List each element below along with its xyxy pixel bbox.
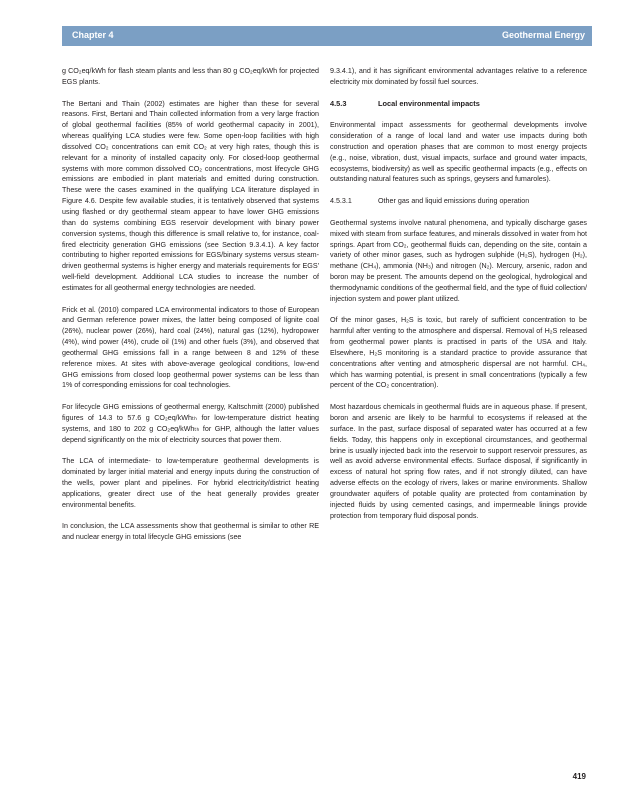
paragraph: The Bertani and Thain (2002) estimates are higher than these for several reasons. First, Bertani and Thain collected information from a very large fraction of global geothermal facilities (85% of world geothermal capacity in 2001), whereas qualifying LCA studies were few. Some open-loop facilities with high dissolved CO₂ concentrations can emit CO₂ at very high rates, though this is relevant for a minority of installed capacity only. For closed-loop geothermal systems with more common dissolved CO₂ concentrations, most lifecycle GHG emissions are embodied in plant materials and emitted during construction. These were the cases examined in the qualifying LCA literature displayed in Figure 4.6. Despite few available studies, it is tentatively observed that systems using flashed or dry geothermal steam appear to have lower GHG emissions than do systems combining EGS reservoir development with binary power conversion systems, though this difference is small relative to, for instance, coal-fired electricity generation GHG emissions (see Section 9.3.4.1). A key factor contributing to higher reported emissions for EGS/binary systems versus steam-driven geothermal systems is higher energy and materials requirements for EGS' well-field development. Additional LCA studies to increase the number of estimates for all geothermal energy technologies are needed. — [62, 99, 319, 292]
left-column — [62, 66, 319, 554]
right-column — [330, 66, 587, 532]
paragraph: For lifecycle GHG emissions of geothermal energy, Kaltschmitt (2000) published figures of 14.3 to 57.6 g CO₂eq/kWhₜₕ for low-temperature district heating systems, and 180 to 202 g CO₂eq/kWhₜₕ for GHP, although the latter values depend significantly on the mix of electricity sources that power them. — [62, 403, 319, 444]
section-heading — [330, 99, 587, 110]
paragraph: Most hazardous chemicals in geothermal fluids are in aqueous phase. If present, boron and arsenic are likely to be harmful to ecosystems if released at the surface. In the past, surface disposal of separated water has occurred at a few fields. Today, this happens only in exceptional circumstances, and geothermal brine is usually injected back into the reservoir to support reservoir pressures, as well as avoid adverse environmental effects. Surface disposal, if significantly in excess of natural hot spring flow rates, and if not strongly diluted, can have adverse effects on the ecology of rivers, lakes or marine environments. Shallow groundwater aquifers of potable quality are protected from contamination by injected fluids by using cemented casings, and impermeable linings provide protection from temporary fluid disposal ponds. — [330, 403, 587, 520]
section-title: Local environmental impacts — [378, 98, 480, 108]
paragraph: In conclusion, the LCA assessments show that geothermal is similar to other RE and nuclear energy in total lifecycle GHG emissions (see — [62, 522, 319, 542]
page-number: 419 — [572, 772, 586, 781]
paragraph: g CO₂eq/kWh for flash steam plants and less than 80 g CO₂eq/kWh for projected EGS plants. — [62, 67, 319, 86]
chapter-label: Chapter 4 — [72, 30, 114, 40]
section-number: 4.5.3 — [330, 98, 347, 108]
paragraph: Environmental impact assessments for geothermal developments involve consideration of a range of local land and water use impacts during both construction and operation phases that are common to most energy projects (e.g., noise, vibration, dust, visual impacts, surface and ground water impacts, ecosystems, biodiversity) as well as specific geothermal impacts (e.g., effects on outstanding natural features such as springs, geysers and fumaroles). — [330, 121, 587, 184]
running-title: Geothermal Energy — [501, 30, 585, 40]
subsection-number: 4.5.3.1 — [330, 197, 352, 206]
subsection-heading — [330, 196, 587, 207]
paragraph: Of the minor gases, H₂S is toxic, but rarely of sufficient concentration to be harmful after venting to the atmosphere and dispersal. Removal of H₂S released from geothermal power plants is practised in parts of the USA and Italy. Elsewhere, H₂S monitoring is a standard practice to provide assurance that concentrations after venting and atmospheric dispersal are not harmful. CH₄, which has warming potential, is present in small concentrations (typically a few percent of the CO₂ concentration). — [330, 316, 587, 390]
paragraph: The LCA of intermediate- to low-temperature geothermal developments is dominated by larger initial material and energy inputs during the construction of the wells, power plant and pipelines. For hybrid electricity/district heating applications, greater direct use of the heat generally provides greater environmental benefits. — [62, 457, 319, 509]
paragraph: Geothermal systems involve natural phenomena, and typically discharge gases mixed with steam from surface features, and minerals dissolved in water from hot springs. Apart from CO₂, geothermal fluids can, depending on the site, contain a variety of other minor gases, such as hydrogen sulphide (H₂S), hydrogen (H₂), methane (CH₄), ammonia (NH₃) and nitrogen (N₂). Mercury, arsenic, radon and boron may be present. The amounts depend on the geological, hydrological and thermodynamic conditions of the geothermal field, and the type of fluid collection/ injection system and power plant utilized. — [330, 218, 587, 303]
subsection-title: Other gas and liquid emissions during operation — [378, 197, 530, 206]
paragraph: Frick et al. (2010) compared LCA environmental indicators to those of European and German reference power mixes, the latter being composed of lignite coal (26%), nuclear power (26%), hard coal (24%), natural gas (12%), hydropower (4%), wind power (4%), crude oil (1%) and other fuels (3%), and observed that geothermal GHG emissions fall in a range between 8 and 12% of these reference mixes. At sites with above-average geological conditions, low-end GHG emissions from closed loop geothermal power systems can be less than 1% of corresponding emissions for coal technologies. — [62, 305, 319, 390]
paragraph: 9.3.4.1), and it has significant environmental advantages relative to a reference electricity mix dominated by fossil fuel sources. — [330, 67, 587, 86]
